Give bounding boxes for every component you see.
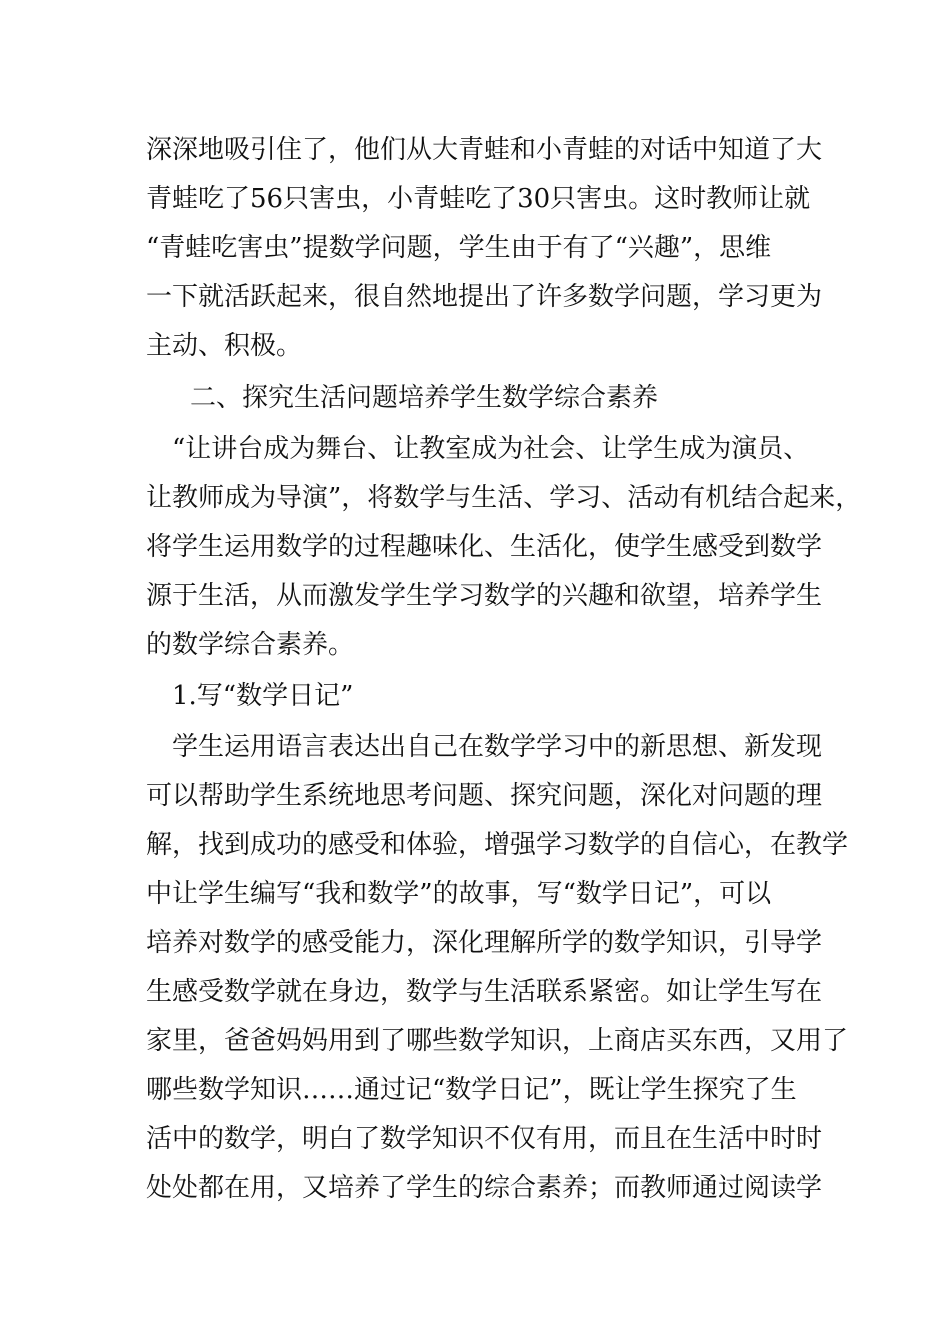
text-line-18: 生感受数学就在身边，数学与生活联系紧密。如让学生写在 — [146, 977, 823, 1007]
text-line-7: “让讲台成为舞台、让教室成为社会、让学生成为演员、 — [172, 434, 810, 464]
text-line-1: 深深地吸引住了，他们从大青蛙和小青蛙的对话中知道了大 — [146, 135, 823, 165]
text-line-9: 将学生运用数学的过程趣味化、生活化，使学生感受到数学 — [146, 532, 823, 562]
text-line-22: 处处都在用，又培养了学生的综合素养；而教师通过阅读学 — [146, 1173, 823, 1203]
text-line-13: 学生运用语言表达出自己在数学学习中的新思想、新发现 — [172, 732, 823, 762]
text-line-3: “青蛙吃害虫”提数学问题，学生由于有了“兴趣”，思维 — [146, 233, 772, 263]
text-line-21: 活中的数学，明白了数学知识不仅有用，而且在生活中时时 — [146, 1124, 823, 1154]
text-line-19: 家里，爸爸妈妈用到了哪些数学知识，上商店买东西，又用了 — [146, 1026, 849, 1056]
text-line-20: 哪些数学知识……通过记“数学日记”，既让学生探究了生 — [146, 1075, 797, 1105]
text-line-15: 解，找到成功的感受和体验，增强学习数学的自信心，在教学 — [146, 830, 849, 860]
text-line-8: 让教师成为导演”，将数学与生活、学习、活动有机结合起来， — [146, 483, 862, 513]
subsection-heading: 1.写“数学日记” — [172, 681, 354, 711]
text-line-11: 的数学综合素养。 — [146, 630, 355, 660]
text-line-16: 中让学生编写“我和数学”的故事，写“数学日记”，可以 — [146, 879, 772, 909]
text-line-2: 青蛙吃了56只害虫，小青蛙吃了30只害虫。这时教师让就 — [146, 184, 811, 214]
text-line-10: 源于生活，从而激发学生学习数学的兴趣和欲望，培养学生 — [146, 581, 823, 611]
text-line-14: 可以帮助学生系统地思考问题、探究问题，深化对问题的理 — [146, 781, 823, 811]
text-line-4: 一下就活跃起来，很自然地提出了许多数学问题，学习更为 — [146, 282, 823, 312]
section-heading: 二、探究生活问题培养学生数学综合素养 — [190, 383, 659, 413]
text-line-17: 培养对数学的感受能力，深化理解所学的数学知识，引导学 — [146, 928, 823, 958]
text-line-5: 主动、积极。 — [146, 331, 303, 361]
